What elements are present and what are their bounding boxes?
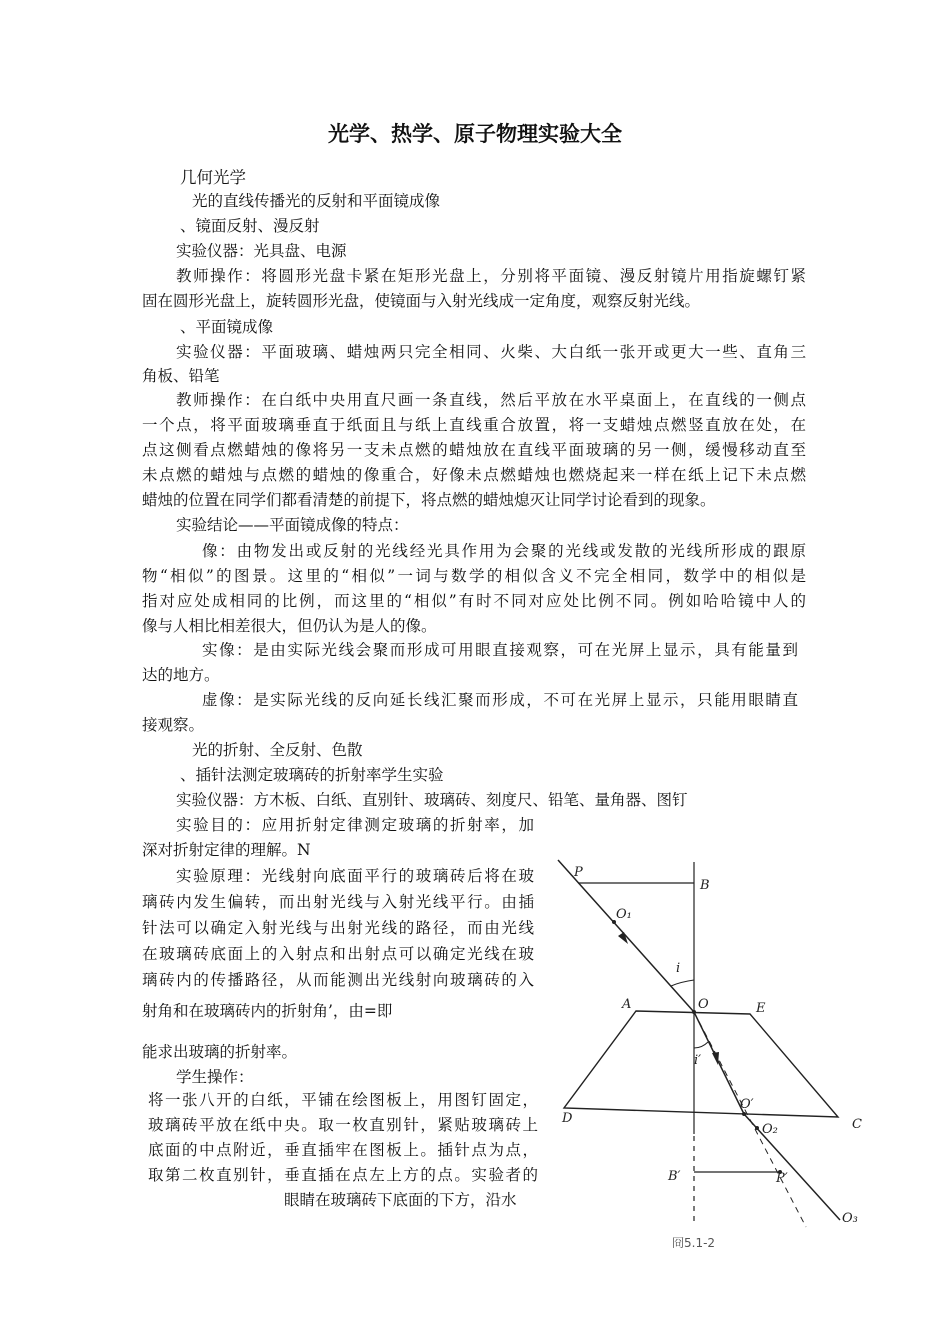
label-p: P [574, 865, 583, 880]
paragraph-line: 实像：是由实际光线会聚而形成可用眼直接观察，可在光屏上显示，具有能量到 [202, 641, 798, 659]
arrow-head [712, 1052, 719, 1065]
paragraph-line: 取第二枚直别针，垂直插在点左上方的点。实验者的 [148, 1166, 538, 1184]
paragraph-line: 实验目的：应用折射定律测定玻璃的折射率，加 [176, 816, 534, 834]
label-o3: O₃ [842, 1211, 858, 1226]
label-o: O [698, 997, 709, 1012]
paragraph-line: 射角和在玻璃砖内的折射角’，由=即 [142, 1002, 393, 1020]
label-d: D [562, 1111, 573, 1126]
paragraph-line: 指对应处成相同的比例，而这里的“相似”有时不同对应处比例不同。例如哈哈镜中人的 [142, 592, 806, 610]
emergent-ray [744, 1114, 840, 1220]
paragraph-line: 像：由物发出或反射的光线经光具作用为会聚的光线或发散的光线所形成的跟原 [202, 542, 806, 560]
paragraph-line: 光的直线传播光的反射和平面镜成像 [192, 192, 441, 210]
angle-arc-i [671, 980, 694, 986]
paragraph-line: 璃砖内的传播路径，从而能测出光线射向玻璃砖的入 [142, 971, 534, 989]
paragraph-line: 玻璃砖平放在纸中央。取一枚直别针，紧贴玻璃砖上 [148, 1116, 538, 1134]
paragraph-line: 物“相似”的图景。这里的“相似”一词与数学的相似含义不完全相同，数学中的相似是 [142, 567, 806, 585]
point-o2 [755, 1126, 759, 1130]
paragraph-line: 实验结论——平面镜成像的特点： [176, 516, 409, 534]
incident-extension [694, 1012, 806, 1227]
paragraph-line: 角板、铅笔 [142, 367, 220, 385]
point-o [692, 1010, 696, 1014]
paragraph-line: 实验仪器：平面玻璃、蜡烛两只完全相同、火柴、大白纸一张开或更大一些、直角三 [176, 343, 806, 361]
paragraph-line: 未点燃的蜡烛与点燃的蜡烛的像重合，好像未点燃蜡烛也燃烧起来一样在纸上记下未点燃 [142, 466, 806, 484]
label-i-prime: i′ [694, 1053, 702, 1068]
refracted-ray [694, 1012, 744, 1114]
label-o2: O₂ [762, 1122, 778, 1137]
page-title: 光学、热学、原子物理实验大全 [328, 122, 622, 146]
paragraph-line: 学生操作： [176, 1068, 254, 1086]
paragraph-line: 点这侧看点燃蜡烛的像将另一支未点燃的蜡烛放在直线平面玻璃的另一侧，缓慢移动直至 [142, 441, 806, 459]
paragraph-line: 接观察。 [142, 716, 205, 734]
refraction-diagram [548, 852, 868, 1232]
point-o-prime [742, 1112, 746, 1116]
paragraph-line: 像与人相比相差很大，但仍认为是人的像。 [142, 617, 437, 635]
paragraph-line: 实验原理：光线射向底面平行的玻璃砖后将在玻 [176, 867, 534, 885]
paragraph-line: 、插针法测定玻璃砖的折射率学生实验 [180, 766, 444, 784]
label-b-prime: B′ [668, 1169, 681, 1184]
label-c: C [852, 1117, 862, 1132]
paragraph-line: 光的折射、全反射、色散 [192, 741, 363, 759]
label-i: i [676, 961, 681, 976]
paragraph-line: 、镜面反射、漫反射 [180, 217, 320, 235]
label-e: E [756, 1001, 766, 1016]
paragraph-line: 眼睛在玻璃砖下底面的下方，沿水 [284, 1191, 517, 1209]
angle-arc-i-prime [694, 1042, 708, 1048]
paragraph-line: 蜡烛的位置在同学们都看清楚的前提下，将点燃的蜡烛熄灭让同学讨论看到的现象。 [142, 491, 716, 509]
label-o-prime: O′ [740, 1097, 754, 1112]
paragraph-line: 在玻璃砖底面上的入射点和出射点可以确定光线在玻 [142, 945, 534, 963]
arrow-head [618, 932, 628, 944]
label-o1: O₁ [616, 907, 632, 922]
paragraph-line: 深对折射定律的理解。N [142, 841, 311, 859]
paragraph-line: 璃砖内发生偏转，而出射光线与入射光线平行。由插 [142, 893, 534, 911]
paragraph-line: 、平面镜成像 [180, 318, 274, 336]
label-a: A [622, 997, 632, 1012]
paragraph-line: 教师操作：将圆形光盘卡紧在矩形光盘上，分别将平面镜、漫反射镜片用指旋螺钉紧 [176, 267, 806, 285]
paragraph-line: 教师操作：在白纸中央用直尺画一条直线，然后平放在水平桌面上，在直线的一侧点 [176, 391, 806, 409]
paragraph-line: 针法可以确定入射光线与出射光线的路径，而由光线 [142, 919, 534, 937]
paragraph-line: 一个点，将平面玻璃垂直于纸面且与纸上直线重合放置，将一支蜡烛点燃竖直放在处，在 [142, 416, 806, 434]
paragraph-line: 实验仪器：方木板、白纸、直别针、玻璃砖、刻度尺、铅笔、量角器、图钉 [176, 791, 688, 809]
paragraph-line: 底面的中点附近，垂直插牢在图板上。插针点为点， [148, 1141, 538, 1159]
paragraph-line: 实验仪器：光具盘、电源 [176, 242, 347, 260]
figure-caption: 冏5.1-2 [672, 1236, 716, 1250]
label-b: B [700, 878, 710, 893]
paragraph-line: 达的地方。 [142, 666, 220, 684]
paragraph-line: 固在圆形光盘上，旋转圆形光盘，使镜面与入射光线成一定角度，观察反射光线。 [142, 292, 701, 310]
label-p-prime: P′ [776, 1171, 788, 1186]
paragraph-line: 虚像：是实际光线的反向延长线汇聚而形成，不可在光屏上显示，只能用眼睛直 [202, 691, 798, 709]
paragraph-line: 将一张八开的白纸，平铺在绘图板上，用图钉固定， [148, 1091, 538, 1109]
paragraph-line: 能求出玻璃的折射率。 [142, 1043, 298, 1061]
section-heading: 几何光学 [180, 168, 246, 187]
